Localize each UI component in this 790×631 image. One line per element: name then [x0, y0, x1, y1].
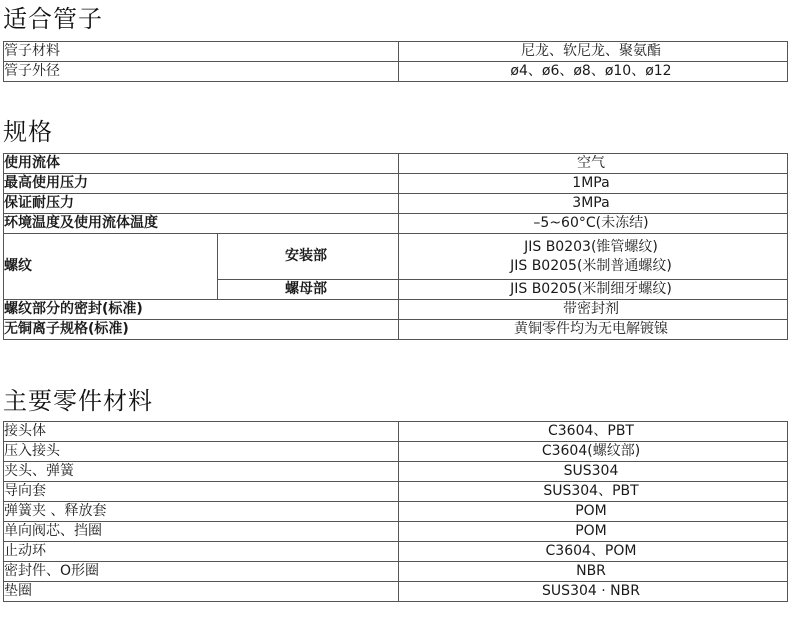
section-title-specs: 规格 — [3, 118, 53, 146]
row-value-tube-material: 尼龙、软尼龙、聚氨酯 — [399, 42, 788, 62]
row-value-proof-pressure: 3MPa — [399, 194, 788, 214]
table-row — [4, 442, 788, 462]
material-part-value: SUS304、PBT — [399, 482, 788, 502]
row-label-fluid: 使用流体 — [4, 154, 399, 174]
row-label-max-pressure: 最高使用压力 — [4, 174, 399, 194]
table-row — [4, 582, 788, 602]
table-row — [4, 214, 788, 234]
row-value-copper-free: 黄铜零件均为无电解镀镍 — [399, 320, 788, 340]
table-row — [4, 502, 788, 522]
material-part-label: 导向套 — [4, 482, 399, 502]
row-label-tube-od: 管子外径 — [4, 62, 399, 82]
material-part-value: POM — [399, 522, 788, 542]
material-part-value: SUS304 — [399, 462, 788, 482]
section-title-materials: 主要零件材料 — [3, 387, 153, 415]
row-value-max-pressure: 1MPa — [399, 174, 788, 194]
row-label-thread-seal: 螺纹部分的密封(标准) — [4, 300, 399, 320]
row-value-mounting — [399, 234, 788, 280]
row-value-fluid: 空气 — [399, 154, 788, 174]
row-label-proof-pressure: 保证耐压力 — [4, 194, 399, 214]
table-row — [4, 62, 788, 82]
table-row — [4, 234, 788, 280]
row-label-tube-material: 管子材料 — [4, 42, 399, 62]
material-part-value: C3604、PBT — [399, 422, 788, 442]
table-row — [4, 194, 788, 214]
material-part-label: 单向阀芯、挡圈 — [4, 522, 399, 542]
row-label-thread: 螺纹 — [4, 234, 218, 300]
row-value-nut: JIS B0205(米制细牙螺纹) — [399, 280, 788, 300]
row-label-copper-free: 无铜离子规格(标准) — [4, 320, 399, 340]
table-row — [4, 562, 788, 582]
row-value-thread-seal: 带密封剂 — [399, 300, 788, 320]
table-row — [4, 154, 788, 174]
row-sublabel-nut: 螺母部 — [218, 280, 399, 300]
table-row — [4, 300, 788, 320]
mounting-value-line2: JIS B0205(米制普通螺纹) — [510, 257, 672, 274]
material-part-label: 密封件、O形圈 — [4, 562, 399, 582]
material-part-label: 弹簧夹 、释放套 — [4, 502, 399, 522]
row-value-temperature: –5~60°C(未冻结) — [399, 214, 788, 234]
table-row — [4, 422, 788, 442]
row-label-temperature: 环境温度及使用流体温度 — [4, 214, 399, 234]
material-part-value: SUS304 · NBR — [399, 582, 788, 602]
table-row — [4, 462, 788, 482]
material-part-value: POM — [399, 502, 788, 522]
material-part-value: C3604、POM — [399, 542, 788, 562]
section-title-applicable-tubes: 适合管子 — [3, 5, 103, 33]
table-row — [4, 320, 788, 340]
specs-table — [3, 153, 788, 340]
materials-table — [3, 421, 788, 602]
table-row — [4, 174, 788, 194]
material-part-label: 止动环 — [4, 542, 399, 562]
row-sublabel-mounting: 安装部 — [218, 234, 399, 280]
material-part-label: 压入接头 — [4, 442, 399, 462]
mounting-value-line1: JIS B0203(锥管螺纹) — [524, 238, 658, 255]
table-row — [4, 42, 788, 62]
material-part-value: NBR — [399, 562, 788, 582]
applicable-tubes-table — [3, 41, 788, 82]
material-part-label: 夹头、弹簧 — [4, 462, 399, 482]
row-value-tube-od: ø4、ø6、ø8、ø10、ø12 — [399, 62, 788, 82]
material-part-value: C3604(螺纹部) — [399, 442, 788, 462]
table-row — [4, 542, 788, 562]
table-row — [4, 482, 788, 502]
material-part-label: 接头体 — [4, 422, 399, 442]
table-row — [4, 522, 788, 542]
material-part-label: 垫圈 — [4, 582, 399, 602]
